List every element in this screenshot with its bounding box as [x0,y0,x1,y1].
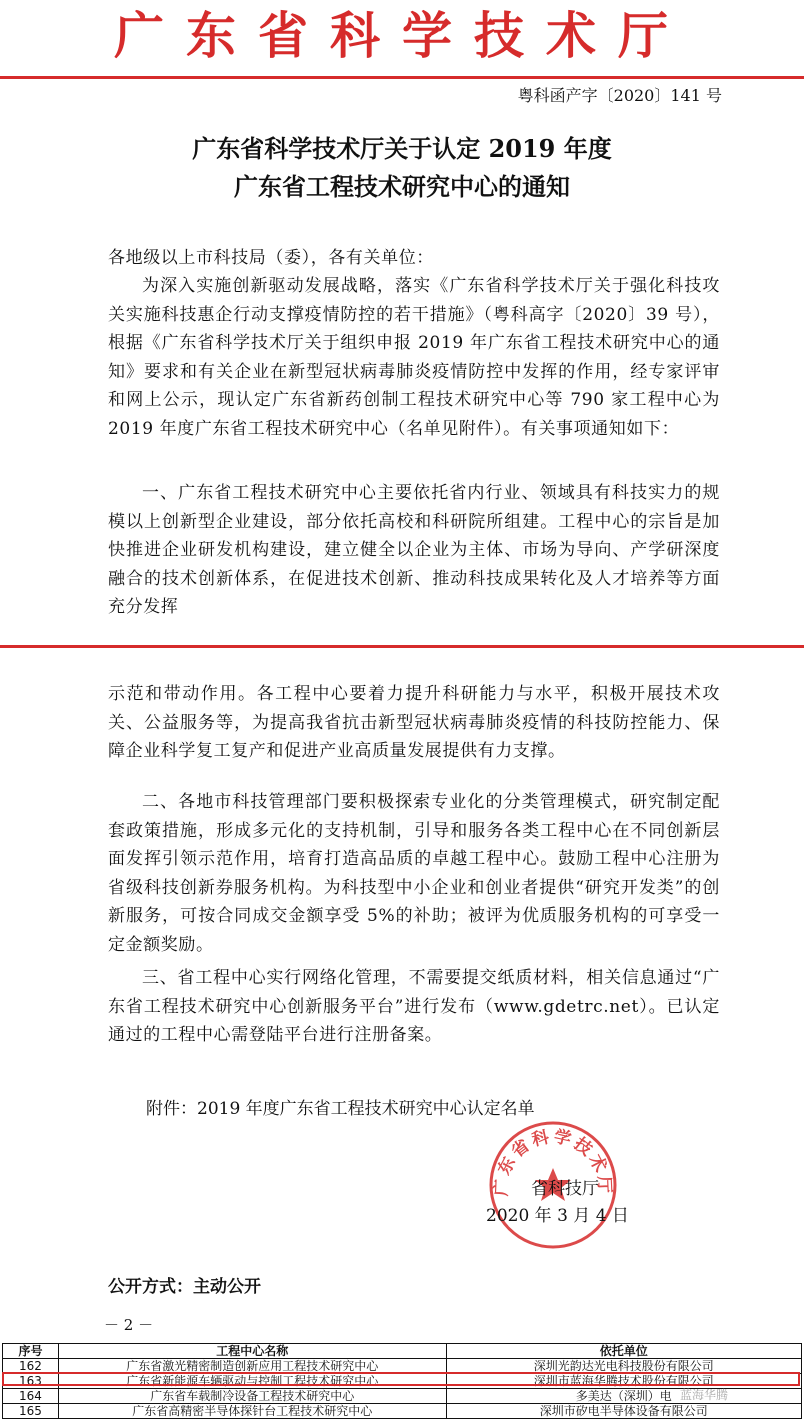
cell-name: 广东省激光精密制造创新应用工程技术研究中心 [58,1359,446,1374]
paragraph-2: 一、广东省工程技术研究中心主要依托省内行业、领域具有科技实力的规模以上创新型企业建设，部分依托高校和科研院所组建。工程中心的宗旨是加快推进企业研发机构建设，建立健全以企业为主体、市场为导向、产学研深度融合的技术创新体系，在促进技术创新、推动科技成果转化及人才培养等方面充分发挥 [108,483,720,617]
cell-no: 164 [3,1389,59,1404]
salutation: 各地级以上市科技局（委），各有关单位： [108,248,434,268]
paragraph-4: 二、各地市科技管理部门要积极探索专业化的分类管理模式，研究制定配套政策措施，形成多元化的支持机制，引导和服务各类工程中心在不同创新层面发挥引领示范作用，培育打造高品质的卓越工程中心。鼓励工程中心注册为省级科技创新券服务机构。为科技型中小企业和创业者提供“研究开发类”的创新服务，可按合同成交金额享受 5%的补助；被评为优质服务机构的可享受一定金额奖励。 [108,792,720,955]
cell-name: 广东省车载制冷设备工程技术研究中心 [58,1389,446,1404]
cell-no: 162 [3,1359,59,1374]
signer: 省科技厅 [531,1179,599,1199]
org-letterhead: 广东省科学技术厅 [114,6,690,65]
cell-no: 165 [3,1404,59,1419]
col-header-name: 工程中心名称 [58,1344,446,1359]
disclosure-method: 公开方式：主动公开 [108,1277,261,1297]
cell-name: 广东省高精密半导体探针台工程技术研究中心 [58,1404,446,1419]
table-header-row [3,1344,802,1359]
letterhead-rule [0,76,804,79]
seal-text: 广东省科学技术厅 [491,1126,615,1197]
issue-date: 2020 年 3 月 4 日 [486,1206,629,1226]
doc-title-line1: 广东省科学技术厅关于认定 2019 年度 [192,134,612,163]
cell-name: 广东省新能源车辆驱动与控制工程技术研究中心 [58,1374,446,1389]
cell-no: 163 [3,1374,59,1389]
col-header-unit: 依托单位 [446,1344,801,1359]
page-number: － 2 － [104,1316,154,1334]
table-row [3,1404,802,1419]
center-list-table [2,1343,802,1419]
col-header-no: 序号 [3,1344,59,1359]
watermark: 蓝海华腾 [680,1388,729,1402]
table-row [3,1359,802,1374]
attachment-line: 附件：2019 年度广东省工程技术研究中心认定名单 [146,1099,535,1119]
page-break-rule [0,645,804,648]
cell-unit: 深圳市蓝海华腾技术股份有限公司 [446,1374,801,1389]
paragraph-1: 为深入实施创新驱动发展战略，落实《广东省科学技术厅关于强化科技攻关实施科技惠企行动支撑疫情防控的若干措施》（粤科高字〔2020〕39 号），根据《广东省科学技术厅关于组织申报 2019 年广东省工程技术研究中心的通知》要求和有关企业在新型冠状病毒肺炎疫情防控中发挥的作用，经专家评审和网上公示，现认定广东省新药创制工程技术研究中心等 790 家工程中心为 2019 年度广东省工程技术研究中心（名单见附件）。有关事项通知如下： [108,276,720,439]
cell-unit: 多美达（深圳）电 [446,1389,801,1404]
paragraph-3: 示范和带动作用。各工程中心要着力提升科研能力与水平，积极开展技术攻关、公益服务等，为提高我省抗击新型冠状病毒肺炎疫情的科技防控能力、保障企业科学复工复产和促进产业高质量发展提供有力支撑。 [108,684,720,761]
table-row-highlighted [3,1374,802,1389]
doc-number: 粤科函产字〔2020〕141 号 [517,86,722,105]
cell-unit: 深圳市矽电半导体设备有限公司 [446,1404,801,1419]
paragraph-5: 三、省工程中心实行网络化管理，不需要提交纸质材料，相关信息通过“广东省工程技术研究中心创新服务平台”进行发布（www.gdetrc.net）。已认定通过的工程中心需登陆平台进行注册备案。 [108,968,720,1045]
cell-unit: 深圳光韵达光电科技股份有限公司 [446,1359,801,1374]
doc-title-line2: 广东省工程技术研究中心的通知 [234,172,570,201]
